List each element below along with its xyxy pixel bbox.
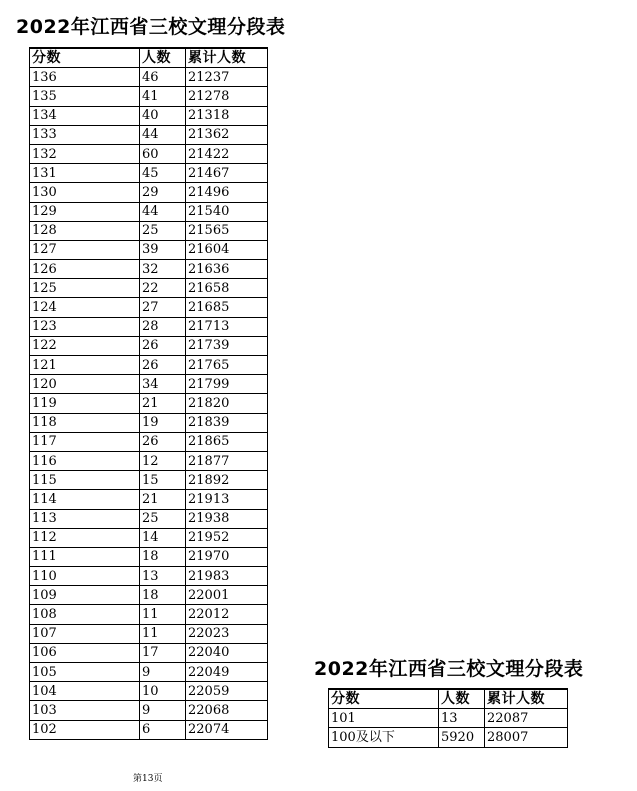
cell-score: 119 bbox=[30, 394, 140, 413]
table-row bbox=[30, 336, 268, 355]
table-row bbox=[329, 709, 568, 728]
cell-cumulative: 21685 bbox=[186, 298, 268, 317]
cell-cumulative: 21362 bbox=[186, 125, 268, 144]
cell-score: 123 bbox=[30, 317, 140, 336]
cell-count: 28 bbox=[140, 317, 186, 336]
cell-count: 18 bbox=[140, 586, 186, 605]
cell-cumulative: 21913 bbox=[186, 490, 268, 509]
table-row bbox=[329, 728, 568, 747]
cell-score: 104 bbox=[30, 682, 140, 701]
cell-cumulative: 21983 bbox=[186, 567, 268, 586]
cell-score: 120 bbox=[30, 375, 140, 394]
table-row bbox=[30, 164, 268, 183]
cell-count: 13 bbox=[140, 567, 186, 586]
cell-count: 10 bbox=[140, 682, 186, 701]
cell-count: 5920 bbox=[439, 728, 485, 747]
table-row bbox=[30, 394, 268, 413]
cell-cumulative: 21820 bbox=[186, 394, 268, 413]
table-row bbox=[30, 547, 268, 566]
cell-cumulative: 21565 bbox=[186, 221, 268, 240]
table-header-row bbox=[329, 689, 568, 709]
page-number: 第13页 bbox=[133, 774, 163, 784]
cell-score: 134 bbox=[30, 106, 140, 125]
table-row bbox=[30, 279, 268, 298]
header-score: 分数 bbox=[329, 689, 439, 709]
table-row bbox=[30, 682, 268, 701]
cell-count: 19 bbox=[140, 413, 186, 432]
cell-cumulative: 22059 bbox=[186, 682, 268, 701]
cell-count: 34 bbox=[140, 375, 186, 394]
cell-cumulative: 22001 bbox=[186, 586, 268, 605]
cell-score: 133 bbox=[30, 125, 140, 144]
cell-count: 46 bbox=[140, 68, 186, 87]
cell-score: 121 bbox=[30, 356, 140, 375]
cell-cumulative: 21636 bbox=[186, 260, 268, 279]
table-row bbox=[30, 317, 268, 336]
cell-cumulative: 21739 bbox=[186, 336, 268, 355]
cell-count: 18 bbox=[140, 547, 186, 566]
cell-score: 126 bbox=[30, 260, 140, 279]
cell-score: 114 bbox=[30, 490, 140, 509]
cell-score: 122 bbox=[30, 336, 140, 355]
cell-count: 9 bbox=[140, 701, 186, 720]
cell-count: 39 bbox=[140, 240, 186, 259]
cell-count: 32 bbox=[140, 260, 186, 279]
header-cumulative: 累计人数 bbox=[186, 48, 268, 68]
cell-score: 100及以下 bbox=[329, 728, 439, 747]
cell-count: 6 bbox=[140, 720, 186, 739]
cell-cumulative: 21765 bbox=[186, 356, 268, 375]
cell-count: 21 bbox=[140, 490, 186, 509]
table-row bbox=[30, 221, 268, 240]
cell-score: 118 bbox=[30, 413, 140, 432]
table-row bbox=[30, 586, 268, 605]
cell-count: 41 bbox=[140, 87, 186, 106]
cell-cumulative: 22068 bbox=[186, 701, 268, 720]
cell-score: 127 bbox=[30, 240, 140, 259]
cell-score: 113 bbox=[30, 509, 140, 528]
cell-score: 111 bbox=[30, 547, 140, 566]
cell-cumulative: 21952 bbox=[186, 528, 268, 547]
cell-cumulative: 28007 bbox=[485, 728, 568, 747]
table-row bbox=[30, 356, 268, 375]
cell-cumulative: 22012 bbox=[186, 605, 268, 624]
cell-count: 45 bbox=[140, 164, 186, 183]
cell-count: 22 bbox=[140, 279, 186, 298]
cell-score: 131 bbox=[30, 164, 140, 183]
table-row bbox=[30, 605, 268, 624]
table-row bbox=[30, 471, 268, 490]
table-row bbox=[30, 701, 268, 720]
cell-cumulative: 21799 bbox=[186, 375, 268, 394]
cell-count: 15 bbox=[140, 471, 186, 490]
cell-score: 110 bbox=[30, 567, 140, 586]
cell-count: 25 bbox=[140, 509, 186, 528]
table-row bbox=[30, 413, 268, 432]
cell-count: 13 bbox=[439, 709, 485, 728]
cell-count: 40 bbox=[140, 106, 186, 125]
cell-score: 129 bbox=[30, 202, 140, 221]
cell-score: 101 bbox=[329, 709, 439, 728]
cell-score: 115 bbox=[30, 471, 140, 490]
cell-cumulative: 21877 bbox=[186, 451, 268, 470]
cell-cumulative: 21467 bbox=[186, 164, 268, 183]
cell-count: 21 bbox=[140, 394, 186, 413]
cell-cumulative: 21422 bbox=[186, 144, 268, 163]
cell-score: 103 bbox=[30, 701, 140, 720]
header-count: 人数 bbox=[140, 48, 186, 68]
cell-cumulative: 21865 bbox=[186, 432, 268, 451]
cell-count: 9 bbox=[140, 663, 186, 682]
cell-cumulative: 21892 bbox=[186, 471, 268, 490]
page-title: 2022年江西省三校文理分段表 bbox=[16, 16, 286, 38]
table-row bbox=[30, 451, 268, 470]
table-row bbox=[30, 202, 268, 221]
cell-score: 106 bbox=[30, 643, 140, 662]
cell-score: 135 bbox=[30, 87, 140, 106]
table-row bbox=[30, 183, 268, 202]
cell-score: 128 bbox=[30, 221, 140, 240]
cell-cumulative: 21496 bbox=[186, 183, 268, 202]
header-count: 人数 bbox=[439, 689, 485, 709]
cell-count: 26 bbox=[140, 356, 186, 375]
cell-score: 109 bbox=[30, 586, 140, 605]
cell-count: 11 bbox=[140, 624, 186, 643]
table-row bbox=[30, 106, 268, 125]
cell-cumulative: 21604 bbox=[186, 240, 268, 259]
table-row bbox=[30, 624, 268, 643]
cell-count: 25 bbox=[140, 221, 186, 240]
table-row bbox=[30, 260, 268, 279]
table-row bbox=[30, 125, 268, 144]
table-row bbox=[30, 375, 268, 394]
cell-score: 130 bbox=[30, 183, 140, 202]
table-row bbox=[30, 68, 268, 87]
cell-score: 125 bbox=[30, 279, 140, 298]
table-row bbox=[30, 663, 268, 682]
cell-score: 124 bbox=[30, 298, 140, 317]
table-row bbox=[30, 144, 268, 163]
score-table-continued bbox=[328, 688, 568, 748]
table-row bbox=[30, 720, 268, 739]
cell-cumulative: 22074 bbox=[186, 720, 268, 739]
cell-count: 17 bbox=[140, 643, 186, 662]
cell-cumulative: 21713 bbox=[186, 317, 268, 336]
cell-cumulative: 21658 bbox=[186, 279, 268, 298]
table-row bbox=[30, 528, 268, 547]
cell-cumulative: 21237 bbox=[186, 68, 268, 87]
cell-score: 102 bbox=[30, 720, 140, 739]
cell-count: 11 bbox=[140, 605, 186, 624]
cell-score: 116 bbox=[30, 451, 140, 470]
cell-score: 108 bbox=[30, 605, 140, 624]
header-cumulative: 累计人数 bbox=[485, 689, 568, 709]
header-score: 分数 bbox=[30, 48, 140, 68]
cell-cumulative: 21970 bbox=[186, 547, 268, 566]
table-row bbox=[30, 432, 268, 451]
table-row bbox=[30, 643, 268, 662]
table-row bbox=[30, 240, 268, 259]
cell-count: 12 bbox=[140, 451, 186, 470]
cell-count: 60 bbox=[140, 144, 186, 163]
table-row bbox=[30, 567, 268, 586]
cell-count: 26 bbox=[140, 336, 186, 355]
cell-score: 107 bbox=[30, 624, 140, 643]
cell-count: 29 bbox=[140, 183, 186, 202]
cell-count: 26 bbox=[140, 432, 186, 451]
cell-cumulative: 21938 bbox=[186, 509, 268, 528]
cell-count: 44 bbox=[140, 202, 186, 221]
cell-score: 132 bbox=[30, 144, 140, 163]
cell-score: 105 bbox=[30, 663, 140, 682]
cell-count: 44 bbox=[140, 125, 186, 144]
table-header-row bbox=[30, 48, 268, 68]
cell-score: 117 bbox=[30, 432, 140, 451]
second-table-title: 2022年江西省三校文理分段表 bbox=[314, 658, 584, 680]
cell-cumulative: 21278 bbox=[186, 87, 268, 106]
cell-score: 112 bbox=[30, 528, 140, 547]
cell-count: 27 bbox=[140, 298, 186, 317]
cell-cumulative: 21540 bbox=[186, 202, 268, 221]
table-row bbox=[30, 509, 268, 528]
table-row bbox=[30, 87, 268, 106]
table-row bbox=[30, 298, 268, 317]
cell-cumulative: 22049 bbox=[186, 663, 268, 682]
score-table-main bbox=[29, 47, 268, 740]
cell-score: 136 bbox=[30, 68, 140, 87]
cell-cumulative: 22023 bbox=[186, 624, 268, 643]
cell-cumulative: 22087 bbox=[485, 709, 568, 728]
cell-cumulative: 21839 bbox=[186, 413, 268, 432]
cell-cumulative: 22040 bbox=[186, 643, 268, 662]
table-row bbox=[30, 490, 268, 509]
cell-count: 14 bbox=[140, 528, 186, 547]
cell-cumulative: 21318 bbox=[186, 106, 268, 125]
